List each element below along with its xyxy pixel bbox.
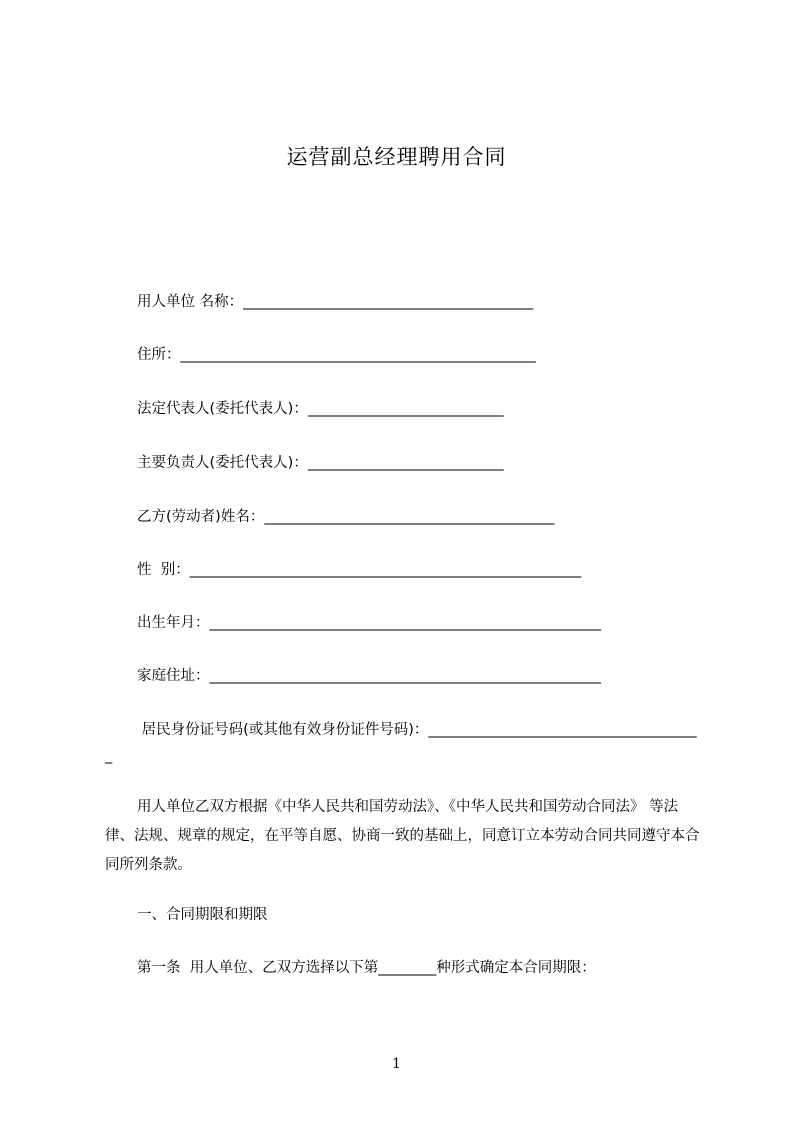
field-label: 法定代表人(委托代表人)：	[137, 401, 308, 417]
article-suffix: 种形式确定本合同期限：	[436, 960, 596, 976]
article-blank: ________	[378, 960, 437, 976]
field-blank: ________________________________________	[264, 509, 555, 525]
field-home-address	[137, 666, 601, 686]
page-number: 1	[392, 1056, 401, 1072]
field-label: 住所：	[137, 347, 181, 363]
field-label: 出生年月：	[137, 615, 210, 631]
article-prefix: 第一条 用人单位、乙双方选择以下第	[137, 960, 379, 976]
field-legal-representative	[137, 399, 504, 419]
field-blank: ________________________________________	[243, 294, 534, 310]
field-label: 乙方(劳动者)姓名：	[137, 509, 265, 525]
field-employer-name	[137, 292, 533, 312]
field-blank: _____________________________________	[428, 722, 697, 738]
field-label: 用人单位 名称：	[137, 294, 244, 310]
field-id-number-wrap: _	[105, 748, 113, 764]
field-address	[137, 345, 536, 365]
field-birth-date	[137, 613, 601, 633]
field-gender	[137, 560, 581, 580]
field-label: 主要负责人(委托代表人)：	[137, 455, 308, 471]
field-employee-name	[137, 507, 554, 527]
field-blank: ___________________________	[307, 455, 504, 471]
field-label: 性 别：	[137, 562, 190, 578]
field-blank: ___________________________	[307, 401, 504, 417]
intro-paragraph	[105, 793, 705, 880]
intro-text: 用人单位乙双方根据《中华人民共和国劳动法》、《中华人民共和国劳动合同法》 等法律、法规、规章的规定，在平等自愿、协商一致的基础上，同意订立本劳动合同共同遵守本合同所列条款。	[105, 799, 700, 873]
field-blank: _________________________________________________	[180, 347, 536, 363]
field-principal	[137, 453, 504, 473]
field-label: 家庭住址：	[137, 668, 210, 684]
field-id-number	[137, 720, 697, 740]
field-label: 居民身份证号码(或其他有效身份证件号码)：	[137, 722, 429, 738]
field-blank: ______________________________________________________	[189, 562, 582, 578]
section-heading: 一、合同期限和期限	[137, 907, 268, 923]
document-title: 运营副总经理聘用合同	[286, 145, 507, 169]
article-1	[137, 958, 596, 978]
field-blank: ______________________________________________________	[209, 668, 601, 684]
field-blank: ______________________________________________________	[209, 615, 601, 631]
